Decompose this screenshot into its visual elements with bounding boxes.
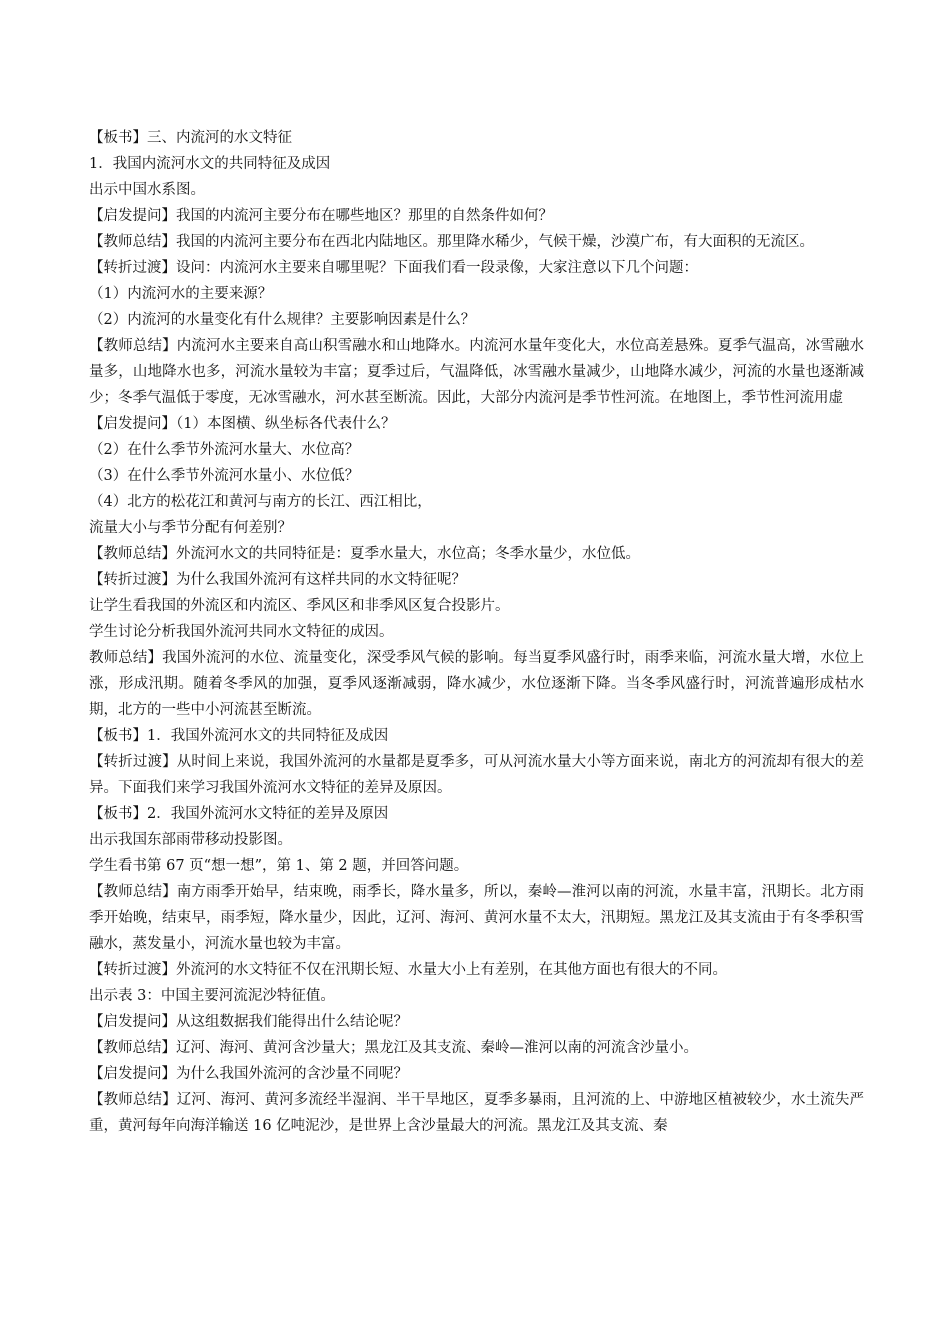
- paragraph: 学生讨论分析我国外流河共同水文特征的成因。: [89, 624, 394, 640]
- teacher-summary-paragraph: 【教师总结】外流河水文的共同特征是：夏季水量大，水位高；冬季水量少，水位低。: [89, 546, 640, 562]
- board-heading: 【板书】2．我国外流河水文特征的差异及原因: [89, 806, 389, 822]
- question-paragraph: 【启发提问】（1）本图横、纵坐标各代表什么？: [89, 416, 396, 432]
- question-item: （1）内流河水的主要来源？: [89, 286, 273, 302]
- paragraph: 让学生看我国的外流区和内流区、季风区和非季风区复合投影片。: [89, 598, 510, 614]
- subheading-inland-common-features: 1．我国内流河水文的共同特征及成因: [89, 156, 331, 172]
- paragraph: 出示中国水系图。: [89, 182, 205, 198]
- paragraph: 学生看书第 67 页“想一想”，第 1、第 2 题，并回答问题。: [89, 858, 469, 874]
- question-item: （2）在什么季节外流河水量大、水位高？: [89, 442, 360, 458]
- paragraph: 出示表 3：中国主要河流泥沙特征值。: [89, 988, 335, 1004]
- paragraph: 出示我国东部雨带移动投影图。: [89, 832, 292, 848]
- transition-paragraph: 【转折过渡】设问：内流河水主要来自哪里呢？下面我们看一段录像，大家注意以下几个问题：: [89, 260, 698, 276]
- transition-paragraph: 【转折过渡】为什么我国外流河有这样共同的水文特征呢？: [89, 572, 466, 588]
- question-paragraph: 【启发提问】我国的内流河主要分布在哪些地区？那里的自然条件如何？: [89, 208, 553, 224]
- question-paragraph: 【启发提问】为什么我国外流河的含沙量不同呢？: [89, 1066, 408, 1082]
- question-item: （3）在什么季节外流河水量小、水位低？: [89, 468, 360, 484]
- document-body: [89, 125, 864, 1139]
- question-item: （4）北方的松花江和黄河与南方的长江、西江相比，: [89, 494, 432, 510]
- teacher-summary-paragraph: 【教师总结】我国的内流河主要分布在西北内陆地区。那里降水稀少，气候干燥，沙漠广布，有大面积的无流区。: [89, 234, 814, 250]
- question-item: （2）内流河的水量变化有什么规律？主要影响因素是什么？: [89, 312, 476, 328]
- teacher-summary-paragraph: 教师总结】我国外流河的水位、流量变化，深受季风气候的影响。每当夏季风盛行时，雨季来临，河流水量大增，水位上涨，形成汛期。随着冬季风的加强，夏季风逐渐减弱，降水减少，水位逐渐下降。当冬季风盛行时，河流普遍形成枯水期，北方的一些中小河流甚至断流。: [89, 650, 864, 718]
- teacher-summary-paragraph: 【教师总结】南方雨季开始早，结束晚，雨季长，降水量多，所以，秦岭—淮河以南的河流，水量丰富，汛期长。北方雨季开始晚，结束早，雨季短，降水量少，因此，辽河、海河、黄河水量不太大，汛期短。黑龙江及其支流由于有冬季积雪融水，蒸发量小，河流水量也较为丰富。: [89, 884, 864, 952]
- teacher-summary-paragraph: 【教师总结】内流河水主要来自高山积雪融水和山地降水。内流河水量年变化大，水位高差悬殊。夏季气温高，冰雪融水量多，山地降水也多，河流水量较为丰富；夏季过后，气温降低，冰雪融水量减少，山地降水减少，河流的水量也逐渐减少；冬季气温低于零度，无冰雪融水，河水甚至断流。因此，大部分内流河是季节性河流。在地图上，季节性河流用虚: [89, 338, 864, 406]
- teacher-summary-paragraph: 【教师总结】辽河、海河、黄河含沙量大；黑龙江及其支流、秦岭—淮河以南的河流含沙量小。: [89, 1040, 698, 1056]
- question-paragraph: 【启发提问】从这组数据我们能得出什么结论呢？: [89, 1014, 408, 1030]
- board-heading: 【板书】1．我国外流河水文的共同特征及成因: [89, 728, 389, 744]
- teacher-summary-paragraph: 【教师总结】辽河、海河、黄河多流经半湿润、半干旱地区，夏季多暴雨，且河流的上、中游地区植被较少，水土流失严重，黄河每年向海洋输送 16 亿吨泥沙，是世界上含沙量最大的河流。黑龙江及其支流、秦: [89, 1092, 864, 1134]
- transition-paragraph: 【转折过渡】外流河的水文特征不仅在汛期长短、水量大小上有差别，在其他方面也有很大的不同。: [89, 962, 727, 978]
- heading-board-inland-river: 【板书】三、内流河的水文特征: [89, 130, 292, 146]
- transition-paragraph: 【转折过渡】从时间上来说，我国外流河的水量都是夏季多，可从河流水量大小等方面来说，南北方的河流却有很大的差异。下面我们来学习我国外流河水文特征的差异及原因。: [89, 754, 864, 796]
- paragraph: 流量大小与季节分配有何差别？: [89, 520, 292, 536]
